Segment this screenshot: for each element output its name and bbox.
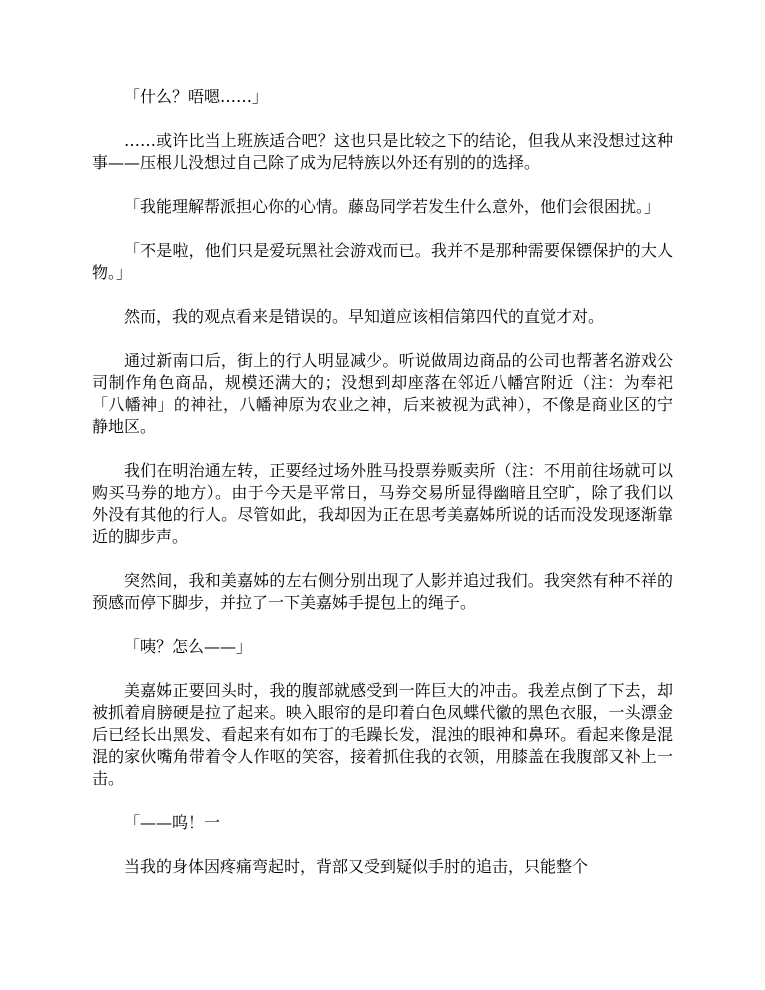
paragraph: 通过新南口后，街上的行人明显减少。听说做周边商品的公司也帮著名游戏公司制作角色商品，规模还满大的；没想到却座落在邻近八幡宫附近（注：为奉祀「八幡神」的神社，八幡神原为农业之神，后来被视为武神），不像是商业区的宁静地区。 bbox=[92, 351, 673, 436]
paragraph: 「咦？怎么——」 bbox=[124, 637, 253, 656]
paragraph: 「我能理解帮派担心你的心情。藤岛同学若发生什么意外，他们会很困扰。」 bbox=[124, 197, 661, 216]
paragraph: ……或许比当上班族适合吧？这也只是比较之下的结论，但我从来没想过这种事——压根儿没想过自己除了成为尼特族以外还有别的的选择。 bbox=[92, 131, 673, 172]
paragraph: 「什么？唔嗯……」 bbox=[124, 87, 269, 106]
paragraph: 我们在明治通左转，正要经过场外胜马投票券贩卖所（注：不用前往场就可以购买马券的地方）。由于今天是平常日，马券交易所显得幽暗且空旷，除了我们以外没有其他的行人。尽管如此，我却因为正在思考美嘉姊所说的话而没发现逐渐靠近的脚步声。 bbox=[92, 461, 673, 546]
paragraph: 「——呜！一 bbox=[124, 813, 221, 832]
paragraph: 美嘉姊正要回头时，我的腹部就感受到一阵巨大的冲击。我差点倒了下去，却被抓着肩膀硬是拉了起来。映入眼帘的是印着白色凤蝶代徽的黑色衣服，一头漂金后已经长出黑发、看起来有如布丁的毛躁长发，混浊的眼神和鼻环。看起来像是混混的家伙嘴角带着令人作呕的笑容，接着抓住我的衣领，用膝盖在我腹部又补上一击。 bbox=[92, 681, 673, 788]
paragraph: 突然间，我和美嘉姊的左右侧分别出现了人影并追过我们。我突然有种不祥的预感而停下脚步，并拉了一下美嘉姊手提包上的绳子。 bbox=[92, 571, 673, 612]
paragraph: 然而，我的观点看来是错误的。早知道应该相信第四代的直觉才对。 bbox=[124, 307, 605, 326]
paragraph: 「不是啦，他们只是爱玩黑社会游戏而已。我并不是那种需要保镖保护的大人物。」 bbox=[92, 241, 673, 282]
paragraph: 当我的身体因疼痛弯起时，背部又受到疑似手肘的追击，只能整个 bbox=[124, 857, 589, 876]
